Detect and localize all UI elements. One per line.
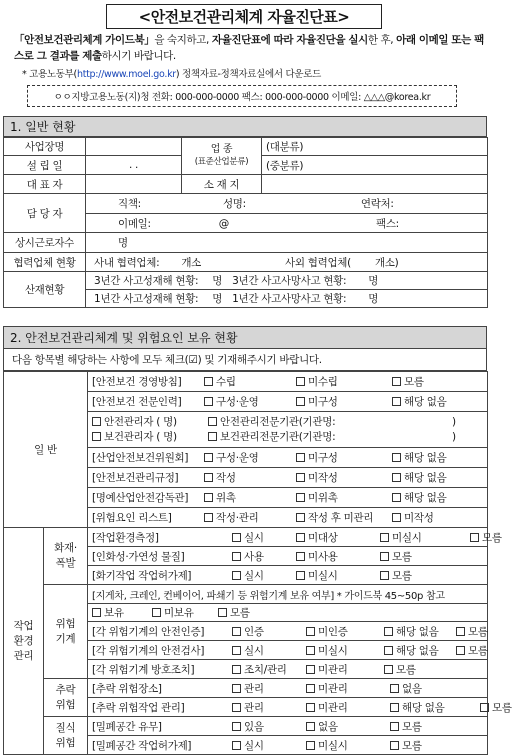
contact-box (27, 85, 457, 107)
checkbox-icon[interactable] (232, 722, 241, 731)
checkbox-icon[interactable] (92, 608, 101, 617)
row-label: [추락 위험작업 관리] (92, 701, 185, 714)
label-partners: 협력업체 현황 (4, 253, 86, 272)
row-label: [밀폐공간 유무] (92, 720, 162, 733)
option[interactable] (456, 643, 496, 658)
option-label: 미관리 (318, 663, 348, 676)
checkbox-icon[interactable] (232, 703, 241, 712)
acc-3yr-fatal-unit: 명 (368, 275, 379, 287)
option[interactable] (390, 719, 480, 734)
option-label: 모름 (230, 607, 250, 619)
option[interactable] (92, 605, 152, 620)
form-title (106, 4, 382, 29)
checkbox-icon[interactable] (232, 571, 241, 580)
general-row (88, 448, 488, 468)
checkbox-icon[interactable] (296, 552, 305, 561)
section2-note (3, 349, 487, 371)
option[interactable] (232, 738, 306, 753)
partner-out-label: 사외 협력업체( (285, 256, 351, 269)
checkbox-icon[interactable] (152, 608, 161, 617)
checkbox-icon[interactable] (296, 493, 305, 502)
option[interactable] (306, 719, 390, 734)
option-label: 해당 없음 (396, 644, 439, 657)
option[interactable] (380, 530, 470, 545)
checkbox-icon[interactable] (392, 453, 401, 462)
checkbox-icon[interactable] (296, 533, 305, 542)
option-label: 있음 (244, 720, 264, 733)
machine-row (88, 622, 488, 641)
acc-1yr-injury-unit: 명 (212, 293, 223, 305)
section2-note-text: 다음 항목별 해당하는 사항에 모두 체크(☑) 및 기재해주시기 바랍니다. (12, 354, 322, 366)
partners-field (86, 253, 488, 272)
category-fire: 화재· 폭발 (44, 528, 88, 585)
option-label: 모름 (404, 376, 424, 388)
option[interactable] (306, 624, 384, 639)
option[interactable] (232, 568, 296, 583)
option[interactable] (232, 700, 306, 715)
checkbox-icon[interactable] (306, 741, 315, 750)
option[interactable] (218, 605, 288, 620)
accident-row-1 (86, 272, 488, 290)
option[interactable] (204, 394, 296, 409)
checkbox-icon[interactable] (380, 571, 389, 580)
name-label: 성명: (222, 198, 246, 210)
option-label: 실시 (244, 739, 264, 752)
option-label: 위촉 (216, 492, 236, 504)
checkbox-icon[interactable] (384, 646, 393, 655)
row-label: [위험요인 리스트] (92, 512, 172, 524)
checkbox-icon[interactable] (306, 627, 315, 636)
position-label: 직책: (118, 198, 141, 210)
section2-title: 2. 안전보건관리체계 및 위험요인 보유 현황 (10, 331, 238, 345)
option[interactable] (380, 568, 470, 583)
option-label: 구성·운영 (216, 396, 259, 408)
fall-row (88, 698, 512, 717)
option[interactable] (306, 681, 390, 696)
option[interactable] (232, 624, 306, 639)
industry-sub: (표준산업분류) (194, 157, 249, 167)
option-label: 사용 (244, 550, 264, 563)
option[interactable] (390, 681, 480, 696)
category-machine: 위험 기계 (44, 585, 88, 679)
checkbox-icon[interactable] (204, 377, 213, 386)
checkbox-icon[interactable] (296, 571, 305, 580)
option-label: 미실시 (392, 531, 422, 544)
option[interactable] (392, 470, 472, 485)
fall-row (88, 679, 488, 698)
checkbox-icon[interactable] (392, 397, 401, 406)
row-label: [화기작업 작업허가제] (92, 569, 192, 582)
phone-label: 연락처: (360, 198, 394, 210)
option-label: 미실시 (318, 644, 348, 657)
contact-text: ㅇㅇ지방고용노동(지)청 전화: 000-000-0000 팩스: 000-000-0000 이메일: △△△@korea.kr (53, 92, 431, 103)
label-industry (182, 138, 262, 175)
row-label: [밀폐공간 작업허가제] (92, 739, 192, 752)
option-label: 없음 (402, 682, 422, 695)
checkbox-icon[interactable] (92, 432, 101, 441)
option-label: 모름 (396, 663, 416, 676)
label-ceo: 대 표 자 (4, 175, 86, 194)
fire-row (88, 566, 488, 585)
option-label: 모름 (468, 625, 488, 638)
option-label: 미작성 (404, 512, 434, 524)
option-label: 인증 (244, 625, 264, 638)
option-label: 미대상 (308, 531, 338, 544)
option-label: 실시 (244, 531, 264, 544)
fire-row (88, 547, 488, 566)
option[interactable] (204, 510, 296, 525)
option-label: 수립 (216, 376, 236, 388)
checkbox-icon[interactable] (390, 741, 399, 750)
option-label: 미보유 (164, 607, 194, 619)
row-label: [명예산업안전감독관] (92, 492, 189, 504)
option[interactable] (232, 530, 296, 545)
checkbox-icon[interactable] (232, 741, 241, 750)
checkbox-icon[interactable] (380, 533, 389, 542)
option[interactable] (296, 394, 392, 409)
option-label: 없음 (318, 720, 338, 733)
option-label: 미관리 (318, 682, 348, 695)
checkbox-icon[interactable] (384, 665, 393, 674)
intro-text-3: 하시기 바랍니다. (101, 50, 176, 62)
option-label: 미관리 (318, 701, 348, 714)
label-workplace: 사업장명 (4, 138, 86, 156)
section1-header (3, 116, 487, 137)
suffoc-row (88, 736, 488, 755)
acc-3yr-injury: 3년간 사고성재해 현황: (94, 275, 199, 287)
option-label: 해당 없음 (404, 452, 447, 464)
machine-head: [지게차, 크레인, 컨베이어, 파쇄기 등 위험기계 보유 여부] * 가이드북 45~50p 참고 (88, 585, 488, 604)
option-label: 작성·관리 (216, 512, 259, 524)
category-suffoc: 질식 위험 (44, 717, 88, 755)
acc-3yr-fatal: 3년간 사고사망사고 현황: (232, 275, 347, 287)
option[interactable] (392, 450, 472, 465)
option[interactable] (296, 374, 392, 389)
option-label: 조치/관리 (244, 663, 287, 676)
option-label: 모름 (392, 569, 412, 582)
option[interactable] (232, 681, 306, 696)
option-label: 작성 (216, 472, 236, 484)
option[interactable] (296, 549, 380, 564)
checkbox-icon[interactable] (456, 627, 465, 636)
staff-lines (88, 412, 488, 448)
option[interactable] (470, 530, 530, 545)
option-label: 모름 (482, 531, 502, 544)
option[interactable] (380, 549, 470, 564)
staff-line (92, 415, 483, 430)
checkbox-icon[interactable] (306, 703, 315, 712)
partner-in-unit: 개소 (181, 256, 202, 269)
staff-count: 안전관리자 ( 명) (104, 415, 177, 428)
acc-1yr-injury: 1년간 사고성재해 현황: (94, 293, 199, 305)
location-field[interactable] (262, 175, 488, 194)
option-label: 구성·운영 (216, 452, 259, 464)
label-location: 소 재 지 (182, 175, 262, 194)
workers-unit: 명 (118, 237, 128, 249)
option[interactable] (392, 510, 472, 525)
option-label: 해당 없음 (402, 701, 445, 714)
row-label: [안전보건 경영방침] (92, 376, 182, 388)
row-label: [각 위험기계의 안전인증] (92, 625, 205, 638)
option[interactable] (390, 738, 480, 753)
checkbox-icon[interactable] (392, 493, 401, 502)
option[interactable] (232, 719, 306, 734)
intro-bold-3: 아래 이메일 또는 팩스로 그 결과를 제출 (14, 34, 484, 62)
checkbox-icon[interactable] (306, 722, 315, 731)
general-row (88, 488, 488, 508)
row-label: [안전보건관리규정] (92, 472, 179, 484)
option[interactable] (204, 374, 296, 389)
paren-close: ) (452, 430, 456, 443)
general-row (88, 372, 488, 392)
checkbox-icon[interactable] (208, 432, 217, 441)
checkbox-icon[interactable] (232, 646, 241, 655)
row-label: [각 위험기계 방호조치] (92, 663, 195, 676)
option[interactable] (306, 643, 384, 658)
label-manager: 담 당 자 (4, 194, 86, 233)
intro-text (14, 32, 484, 64)
checkbox-icon[interactable] (306, 646, 315, 655)
option-label: 모름 (468, 644, 488, 657)
checkbox-icon[interactable] (296, 513, 305, 522)
option-label: 모름 (492, 701, 512, 714)
option-label: 미사용 (308, 550, 338, 563)
option[interactable] (306, 662, 384, 677)
option-label: 관리 (244, 682, 264, 695)
download-prefix: * 고용노동부( (22, 69, 77, 80)
row-label: [각 위험기계의 안전검사] (92, 644, 205, 657)
option-label: 실시 (244, 569, 264, 582)
option-label: 미실시 (308, 569, 338, 582)
workers-field[interactable] (86, 233, 488, 253)
option-label: 미작성 (308, 472, 338, 484)
medium-field[interactable]: (중분류) (262, 156, 488, 175)
checkbox-icon[interactable] (384, 627, 393, 636)
risk-table (3, 371, 512, 755)
option-label: 해당 없음 (404, 492, 447, 504)
option[interactable] (232, 662, 306, 677)
row-label: [인화성·가연성 물질] (92, 550, 185, 563)
partner-in-label: 사내 협력업체: (94, 256, 160, 269)
row-label: [추락 위험장소] (92, 682, 162, 695)
intro-text-1: 을 숙지하고, (154, 34, 212, 46)
intro-bold-2: 자율진단표에 따라 자율진단을 실시 (211, 34, 368, 46)
machine-row (88, 660, 488, 679)
checkbox-icon[interactable] (232, 533, 241, 542)
machine-own-row (88, 604, 488, 622)
agency-name: 안전관리전문기관(기관명: (220, 415, 336, 428)
checkbox-icon[interactable] (392, 513, 401, 522)
general-row (88, 392, 488, 412)
staff-line (92, 430, 483, 445)
checkbox-icon[interactable] (296, 473, 305, 482)
checkbox-icon[interactable] (390, 703, 399, 712)
option-label: 해당 없음 (404, 472, 447, 484)
checkbox-icon[interactable] (470, 533, 479, 542)
option[interactable] (392, 490, 472, 505)
option-label: 관리 (244, 701, 264, 714)
download-suffix: ) 정책자료-정책자료실에서 다운로드 (175, 69, 322, 80)
checkbox-icon[interactable] (204, 397, 213, 406)
general-row (88, 508, 488, 528)
option-label: 작성 후 미관리 (308, 512, 374, 524)
option-label: 미위촉 (308, 492, 338, 504)
option[interactable] (384, 662, 456, 677)
checkbox-icon[interactable] (296, 453, 305, 462)
option[interactable] (392, 394, 472, 409)
major-field[interactable]: (대분류) (262, 138, 488, 156)
checkbox-icon[interactable] (380, 552, 389, 561)
option-label: 모름 (402, 720, 422, 733)
option[interactable] (232, 549, 296, 564)
checkbox-icon[interactable] (204, 453, 213, 462)
fire-row (88, 528, 502, 547)
checkbox-icon[interactable] (480, 703, 489, 712)
checkbox-icon[interactable] (232, 684, 241, 693)
option-label: 미실시 (318, 739, 348, 752)
option-label: 해당 없음 (396, 625, 439, 638)
acc-1yr-fatal-unit: 명 (368, 293, 379, 305)
at-sign: @ (218, 217, 229, 230)
checkbox-icon[interactable] (392, 473, 401, 482)
option[interactable] (480, 700, 520, 715)
machine-row (88, 641, 488, 660)
checkbox-icon[interactable] (390, 722, 399, 731)
option[interactable] (306, 700, 390, 715)
label-accident: 산재현황 (4, 272, 86, 308)
checkbox-icon[interactable] (296, 397, 305, 406)
option[interactable] (204, 450, 296, 465)
option-label: 모름 (392, 550, 412, 563)
email-label: 이메일: (118, 217, 151, 230)
fax-label: 팩스: (375, 217, 399, 230)
form-title-text: <안전보건관리체계 자율진단표> (138, 8, 350, 26)
option[interactable] (152, 605, 218, 620)
category-fall: 추락 위험 (44, 679, 88, 717)
option-label: 미구성 (308, 452, 338, 464)
option-label: 실시 (244, 644, 264, 657)
option[interactable] (392, 374, 472, 389)
row-label: [산업안전보건위원회] (92, 452, 189, 464)
checkbox-icon[interactable] (232, 552, 241, 561)
paren-close: ) (452, 415, 456, 428)
checkbox-icon[interactable] (92, 417, 101, 426)
checkbox-icon[interactable] (204, 473, 213, 482)
section1-title: 1. 일반 현황 (10, 120, 76, 134)
ceo-field[interactable] (86, 175, 182, 194)
intro-guidebook: 「안전보건관리체계 가이드북」 (14, 34, 155, 46)
option[interactable] (296, 490, 392, 505)
section2-header (3, 326, 487, 349)
checkbox-icon[interactable] (204, 493, 213, 502)
row-label: [안전보건 전문인력] (92, 396, 182, 408)
checkbox-icon[interactable] (232, 627, 241, 636)
accident-row-2 (86, 290, 488, 308)
download-note (22, 66, 321, 80)
option-label: 모름 (402, 739, 422, 752)
checkbox-icon[interactable] (392, 377, 401, 386)
checkbox-icon[interactable] (232, 665, 241, 674)
manager-row1 (86, 194, 488, 214)
option[interactable] (306, 738, 390, 753)
label-established: 설 립 일 (4, 156, 86, 175)
category-general: 일 반 (4, 372, 88, 528)
acc-3yr-injury-unit: 명 (212, 275, 223, 287)
option[interactable] (296, 568, 380, 583)
acc-1yr-fatal: 1년간 사고사망사고 현황: (232, 293, 347, 305)
checkbox-icon[interactable] (296, 377, 305, 386)
established-field[interactable]: . . (86, 156, 182, 175)
option[interactable] (384, 643, 456, 658)
category-work-env: 작업 환경 관리 (4, 528, 44, 755)
industry-label: 업 종 (210, 144, 233, 155)
checkbox-icon[interactable] (208, 417, 217, 426)
option[interactable] (296, 450, 392, 465)
checkbox-icon[interactable] (456, 646, 465, 655)
option-label: 보유 (104, 607, 124, 619)
general-row (88, 468, 488, 488)
option[interactable] (456, 624, 496, 639)
option-label: 미인증 (318, 625, 348, 638)
option[interactable] (390, 700, 480, 715)
option[interactable] (232, 643, 306, 658)
option-label: 미구성 (308, 396, 338, 408)
staff-count: 보건관리자 ( 명) (104, 430, 177, 443)
intro-text-2: 한 후, (367, 34, 397, 46)
suffoc-row (88, 717, 488, 736)
checkbox-icon[interactable] (204, 513, 213, 522)
option[interactable] (384, 624, 456, 639)
label-workers: 상시근로자수 (4, 233, 86, 253)
row-label: [작업환경측정] (92, 531, 159, 544)
option-label: 해당 없음 (404, 396, 447, 408)
manager-row2 (86, 214, 488, 233)
option[interactable] (296, 530, 380, 545)
option[interactable] (204, 470, 296, 485)
option-label: 미수립 (308, 376, 338, 388)
checkbox-icon[interactable] (306, 684, 315, 693)
partner-out-unit: 개소) (374, 256, 399, 269)
checkbox-icon[interactable] (390, 684, 399, 693)
checkbox-icon[interactable] (218, 608, 227, 617)
option[interactable] (296, 510, 392, 525)
option[interactable] (204, 490, 296, 505)
workplace-field[interactable] (86, 138, 182, 156)
agency-name: 보건관리전문기관(기관명: (220, 430, 336, 443)
general-status-table (3, 137, 488, 308)
checkbox-icon[interactable] (306, 665, 315, 674)
option[interactable] (296, 470, 392, 485)
moel-link[interactable]: http://www.moel.go.kr (76, 69, 176, 80)
